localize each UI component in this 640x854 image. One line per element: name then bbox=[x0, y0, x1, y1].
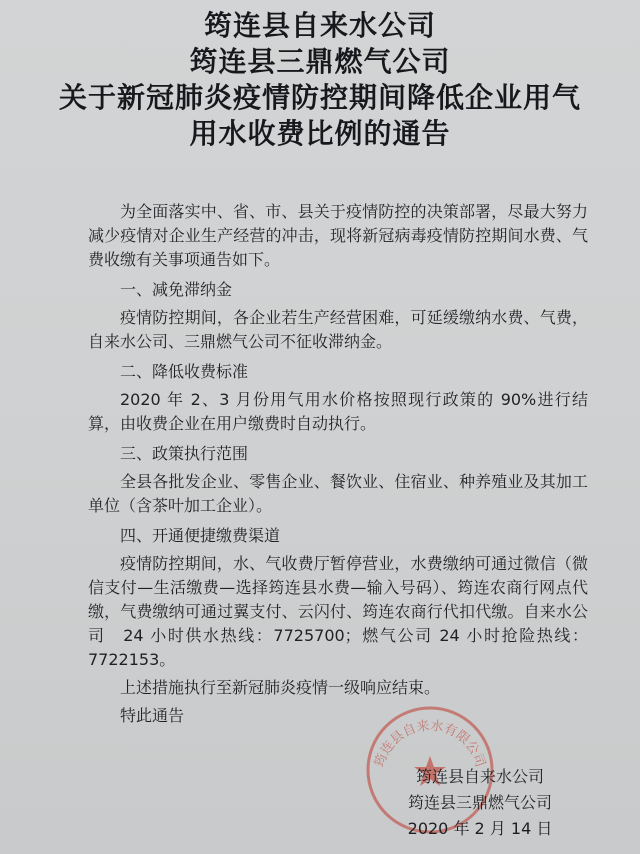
section-heading-2: 二、降低收费标准 bbox=[120, 362, 249, 381]
title-line-3: 关于新冠肺炎疫情防控期间降低企业用气 bbox=[58, 81, 581, 114]
title-line-4: 用水收费比例的通告 bbox=[189, 117, 451, 150]
closing-paragraph: 上述措施执行至新冠肺炎疫情一级响应结束。 bbox=[120, 678, 441, 697]
notice-body bbox=[88, 200, 588, 732]
intro-paragraph: 为全面落实中、省、市、县关于疫情防控的决策部署，尽最大努力减少疫情对企业生产经营的冲击，现将新冠病毒疫情防控期间水费、气费收缴有关事项通告如下。 bbox=[88, 202, 588, 269]
notice-phrase: 特此通告 bbox=[120, 706, 185, 725]
section-heading-1: 一、减免滞纳金 bbox=[120, 280, 233, 299]
section-text-3: 全县各批发企业、零售企业、餐饮业、住宿业、种养殖业及其加工单位（含茶叶加工企业）。 bbox=[88, 472, 588, 515]
section-heading-4: 四、开通便捷缴费渠道 bbox=[120, 526, 281, 545]
notice-title-block bbox=[0, 8, 640, 152]
signature-date: 2020 年 2 月 14 日 bbox=[407, 819, 553, 838]
section-text-2: 2020 年 2、3 月份用气用水价格按照现行政策的 90%进行结算，由收费企业在用户缴费时自动执行。 bbox=[88, 390, 588, 433]
signature-block bbox=[380, 764, 580, 842]
signature-org-1: 筠连县自来水公司 bbox=[415, 767, 544, 786]
section-heading-3: 三、政策执行范围 bbox=[120, 444, 249, 463]
section-text-1: 疫情防控期间，各企业若生产经营困难，可延缓缴纳水费、气费，自来水公司、三鼎燃气公司不征收滞纳金。 bbox=[88, 308, 588, 351]
title-line-2: 筠连县三鼎燃气公司 bbox=[189, 45, 451, 78]
signature-org-2: 筠连县三鼎燃气公司 bbox=[407, 793, 552, 812]
section-text-4: 疫情防控期间，水、气收费厅暂停营业，水费缴纳可通过微信（微信支付—生活缴费—选择筠连县水费—输入号码）、筠连农商行网点代缴，气费缴纳可通过翼支付、云闪付、筠连农商行代扣代缴。自来水公司 24 小时供水热线：7725700；燃气公司 24 小时抢险热线：7722153。 bbox=[88, 554, 588, 669]
title-line-1: 筠连县自来水公司 bbox=[203, 9, 436, 42]
svg-text:筠连县自来水有限公司: 筠连县自来水有限公司 bbox=[372, 718, 488, 770]
